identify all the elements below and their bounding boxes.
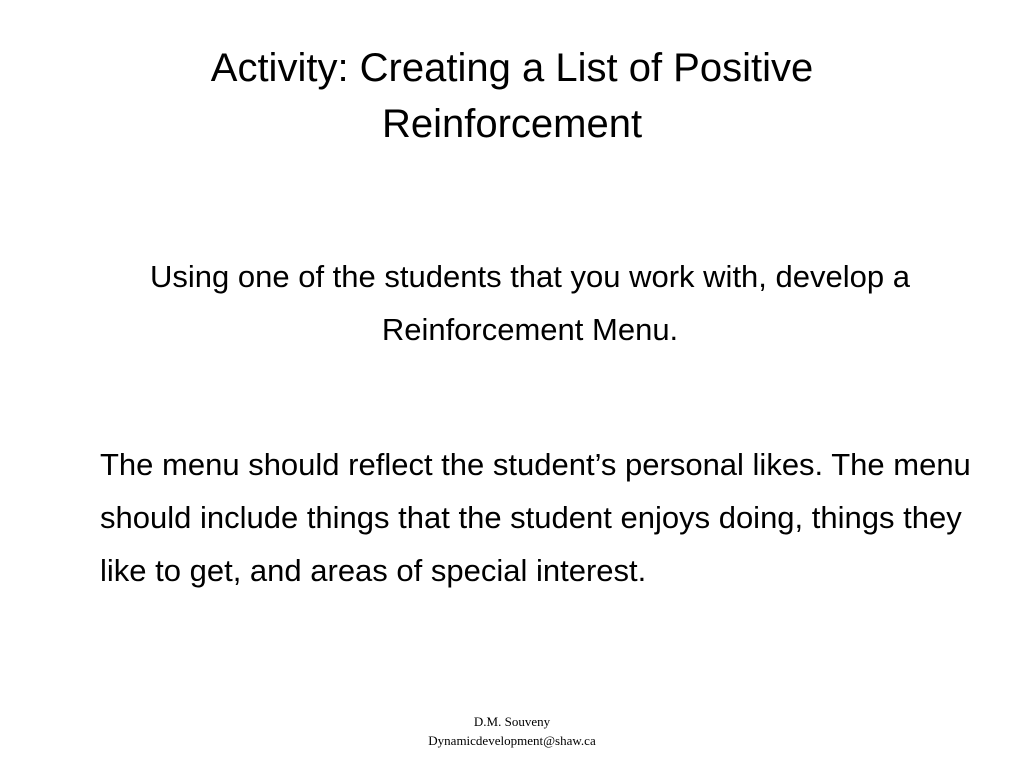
body-paragraph: The menu should reflect the student’s personal likes. The menu should include things that the student enjoys doing, things they like to get, and areas of special interest.: [100, 447, 971, 588]
slide-footer: [312, 712, 712, 750]
intro-paragraph: Using one of the students that you work with, develop a Reinforcement Menu.: [150, 259, 910, 347]
footer-author: D.M. Souveny: [473, 714, 551, 729]
footer-email: Dynamicdevelopment@shaw.ca: [428, 733, 596, 748]
slide-title: Activity: Creating a List of Positive Reinforcement: [210, 46, 814, 146]
